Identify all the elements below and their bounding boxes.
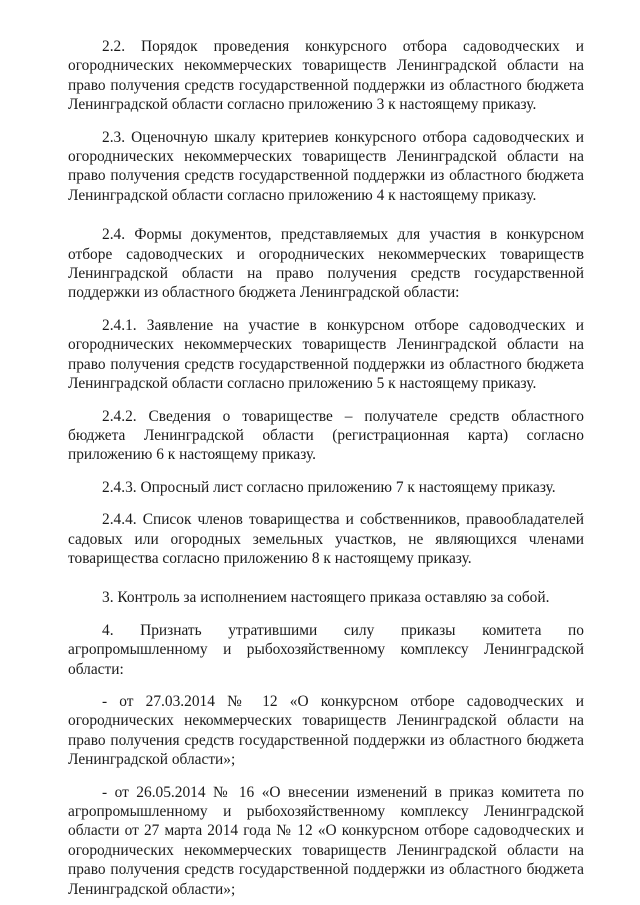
paragraph-2-4-1: 2.4.1. Заявление на участие в конкурсном отборе садоводческих и огороднических некоммерческих товариществ Ленинградской области на право получения средств государственной поддержки из областного бюджета Ленинградской области согласно приложению 5 к настоящему приказу. <box>68 316 584 393</box>
paragraph-2-4-2: 2.4.2. Сведения о товариществе – получателе средств областного бюджета Ленинградской области (регистрационная карта) согласно приложению 6 к настоящему приказу. <box>68 407 584 464</box>
paragraph-2-2: 2.2. Порядок проведения конкурсного отбора садоводческих и огороднических некоммерческих товариществ Ленинградской области на право получения средств государственной поддержки из областного бюджета Ленинградской области согласно приложению 3 к настоящему приказу. <box>68 38 584 114</box>
paragraph-4: 4. Признать утратившими силу приказы комитета по агропромышленному и рыбохозяйственному комплексу Ленинградской области: <box>68 621 584 678</box>
paragraph-2-4-3: 2.4.3. Опросный лист согласно приложению 7 к настоящему приказу. <box>102 478 556 496</box>
paragraph-2-4-4: 2.4.4. Список членов товарищества и собственников, правообладателей садовых или огородных земельных участков, не являющихся членами товарищества согласно приложению 8 к настоящему приказу. <box>68 511 584 567</box>
paragraph-2-3: 2.3. Оценочную шкалу критериев конкурсного отбора садоводческих и огороднических некоммерческих товариществ Ленинградской области на право получения средств государственной поддержки из областного бюджета Ленинградской области согласно приложению 4 к настоящему приказу. <box>68 128 584 204</box>
paragraph-3: 3. Контроль за исполнением настоящего приказа оставляю за собой. <box>102 589 550 607</box>
list-item-order-16: - от 26.05.2014 № 16 «О внесении изменений в приказ комитета по агропромышленному и рыбохозяйственному комплексу Ленинградской области от 27 марта 2014 года № 12 «О конкурсном отборе садоводческих и огороднических некоммерческих товариществ Ленинградской области на право получения средств государственной поддержки из областного бюджета Ленинградской области»; <box>68 783 584 898</box>
list-item-order-12: - от 27.03.2014 № 12 «О конкурсном отборе садоводческих и огороднических некоммерческих товариществ Ленинградской области на право получения средств государственной поддержки из областного бюджета Ленинградской области»; <box>68 692 584 769</box>
paragraph-2-4: 2.4. Формы документов, представляемых для участия в конкурсном отборе садоводческих и огороднических некоммерческих товариществ Ленинградской области на право получения средств государственной поддержки из областного бюджета Ленинградской области: <box>68 226 584 302</box>
